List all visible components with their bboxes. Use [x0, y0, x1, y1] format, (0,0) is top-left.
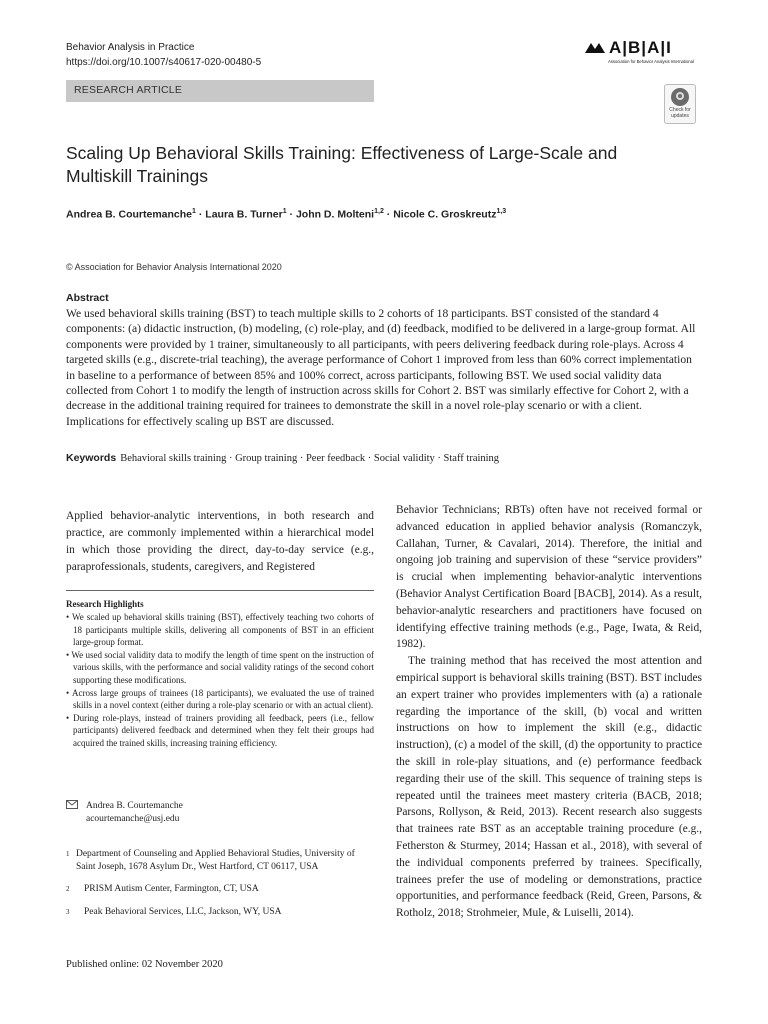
- author-list: Andrea B. Courtemanche$^1$ · Laura B. Turner$^1$ · John D. Molteni$^{1,2}$ · Nicole C. Groskreutz$^{1,3}$: [66, 208, 507, 221]
- author-affiliation: 1: [192, 208, 196, 215]
- corresponding-author: [66, 800, 183, 826]
- abstract-heading: Abstract: [66, 292, 109, 304]
- affiliation-text: Peak Behavioral Services, LLC, Jackson, WY, USA: [84, 906, 282, 917]
- check-updates-icon: [671, 88, 689, 106]
- affiliation-text: Department of Counseling and Applied Behavioral Studies, University of Saint Joseph, 1678 Asylum Dr., West Hartford, CT 06117, USA: [75, 849, 355, 872]
- highlight-item: • During role-plays, instead of trainers providing all feedback, peers (i.e., fellow participants) delivered feedback and determined when they felt their groups had acquired the trained skills, increasing training efficiency.: [66, 712, 374, 748]
- logo-subtitle: Association for Behavior Analysis International: [608, 59, 694, 64]
- affiliation-item: [66, 848, 366, 873]
- check-updates-line1: Check for: [669, 107, 691, 113]
- check-updates-line2: updates: [671, 112, 689, 119]
- keywords: [66, 452, 499, 464]
- affiliation-item: [66, 906, 366, 919]
- highlight-item: • We scaled up behavioral skills training (BST), effectively teaching two cohorts of 18 participants multiple skills, delivering all components of BST in an efficient large-group format.: [66, 612, 374, 648]
- author-affiliation: 1: [282, 208, 287, 215]
- abai-logo: [584, 38, 704, 68]
- author-affiliation: 1,2: [374, 208, 384, 215]
- affiliations: [66, 848, 366, 928]
- check-for-updates-button[interactable]: [664, 84, 696, 124]
- page-title: Scaling Up Behavioral Skills Training: Effectiveness of Large-Scale and Multiskill Trainings: [66, 143, 618, 186]
- keywords-list: Behavioral skills training · Group training · Peer feedback · Social validity · Staff training: [120, 453, 500, 464]
- copyright-notice: © Association for Behavior Analysis International 2020: [66, 262, 282, 272]
- journal-header: [66, 40, 261, 70]
- article-type-label: RESEARCH ARTICLE: [74, 84, 183, 96]
- author-name[interactable]: John D. Molteni: [295, 208, 375, 221]
- author-affiliation: 1,3: [496, 208, 507, 215]
- body-paragraph: The training method that has received the most attention and empirical support is behavioral skills training (BST). BST includes an expert trainer who provides implementers with (a) a rationale regarding the importance of the skill, (b) vocal and written instructions on how to implement the skill (e.g., didactic instruction), (c) a model of the skill, (d) the opportunity to practice the skill in role-play situations, and (e) performance feedback regarding their use of the skill. This sequence of training steps is repeated until the trainees meet mastery criteria (BACB, 2018; Parsons, Rollyson, & Reid, 2013). Recent research also suggests that trainees rate BST as an acceptable training procedure (e.g., Fetherston & Sturmey, 2014; Hassan et al., 2018), with several of the individual components preferred by trainees. Specifically, trainees prefer the use of modeling or demonstrations, practice opportunities, and performance feedback (Reid, Green, Parsons, & Rotholz, 2018; Strohmeier, Mule, & Luiselli, 2014).: [396, 655, 702, 920]
- body-right-column: [396, 502, 702, 922]
- journal-name: Behavior Analysis in Practice: [66, 42, 195, 53]
- corresponding-author-name: Andrea B. Courtemanche: [86, 801, 183, 811]
- affiliation-number: 3: [66, 907, 70, 916]
- abstract-text: We used behavioral skills training (BST) to teach multiple skills to 2 cohorts of 18 participants. BST consisted of the standard 4 components: (a) didactic instruction, (b) modeling, (c) role-play, and (d) feedback, modified to be delivered in a large-group format. All components were provided by 1 trainer, simultaneously to all participants, with peers delivering feedback during role-plays. Across 4 targeted skills (e.g., discrete-trial teaching), the average performance of Cohort 1 improved from less than 60% correct implementation in baseline to a performance of between 85% and 100% correct, across participants, following BST. We used social validity data collected from Cohort 1 to modify the length of instruction across skills for Cohort 2. BST was similarly effective for Cohort 2, with a decrease in the additional training required for trainees to demonstrate the skill in a novel role-play scenario or with a client. Implications for effectively scaling up BST are discussed.: [66, 307, 696, 428]
- logo-letters: A|B|A|I: [609, 38, 672, 57]
- author-name[interactable]: Laura B. Turner: [205, 208, 283, 221]
- highlight-item: • Across large groups of trainees (18 participants), we evaluated the use of trained skills in a novel context (either during a role-play scenario or with an actual client).: [66, 687, 374, 711]
- affiliation-number: 2: [66, 885, 70, 893]
- author-name[interactable]: Andrea B. Courtemanche: [66, 208, 193, 221]
- research-highlights: [66, 590, 374, 750]
- keywords-label: Keywords: [66, 452, 117, 464]
- published-date: Published online: 02 November 2020: [66, 959, 223, 970]
- corresponding-author-email[interactable]: acourtemanche@usj.edu: [86, 814, 180, 824]
- envelope-icon: [66, 800, 86, 826]
- article-type-banner: [66, 80, 374, 102]
- affiliation-item: [66, 883, 366, 896]
- intro-paragraph-left: Applied behavior-analytic interventions, in both research and practice, are commonly implemented within a hierarchical model in which those providing the direct, day-to-day service (e.g., paraprofessionals, students, caregivers, and Registered: [66, 510, 374, 573]
- highlight-item: • We used social validity data to modify the length of time spent on the instruction of various skills, with the performance and social validity ratings of the second cohort supporting these modifications.: [66, 649, 374, 685]
- affiliation-text: PRISM Autism Center, Farmington, CT, USA: [84, 884, 259, 894]
- abai-logo-icon: [584, 40, 606, 56]
- author-name[interactable]: Nicole C. Groskreutz: [393, 208, 497, 221]
- affiliation-number: 1: [66, 850, 70, 858]
- body-paragraph: Behavior Technicians; RBTs) often have not received formal or advanced education in applied behavior analysis (Romanczyk, Callahan, Turner, & Cavalari, 2014). Therefore, the initial and ongoing job training and supervision of these “service providers” is crucial when implementing behavior-analytic interventions (Behavior Analyst Certification Board [BACB], 2014). As a result, behavior-analytic researchers and practitioners have focused on identifying effective training methods (e.g., Page, Iwata, & Reid, 1982).: [396, 504, 702, 651]
- highlights-heading: Research Highlights: [66, 599, 144, 609]
- doi-link[interactable]: https://doi.org/10.1007/s40617-020-00480-5: [66, 57, 262, 68]
